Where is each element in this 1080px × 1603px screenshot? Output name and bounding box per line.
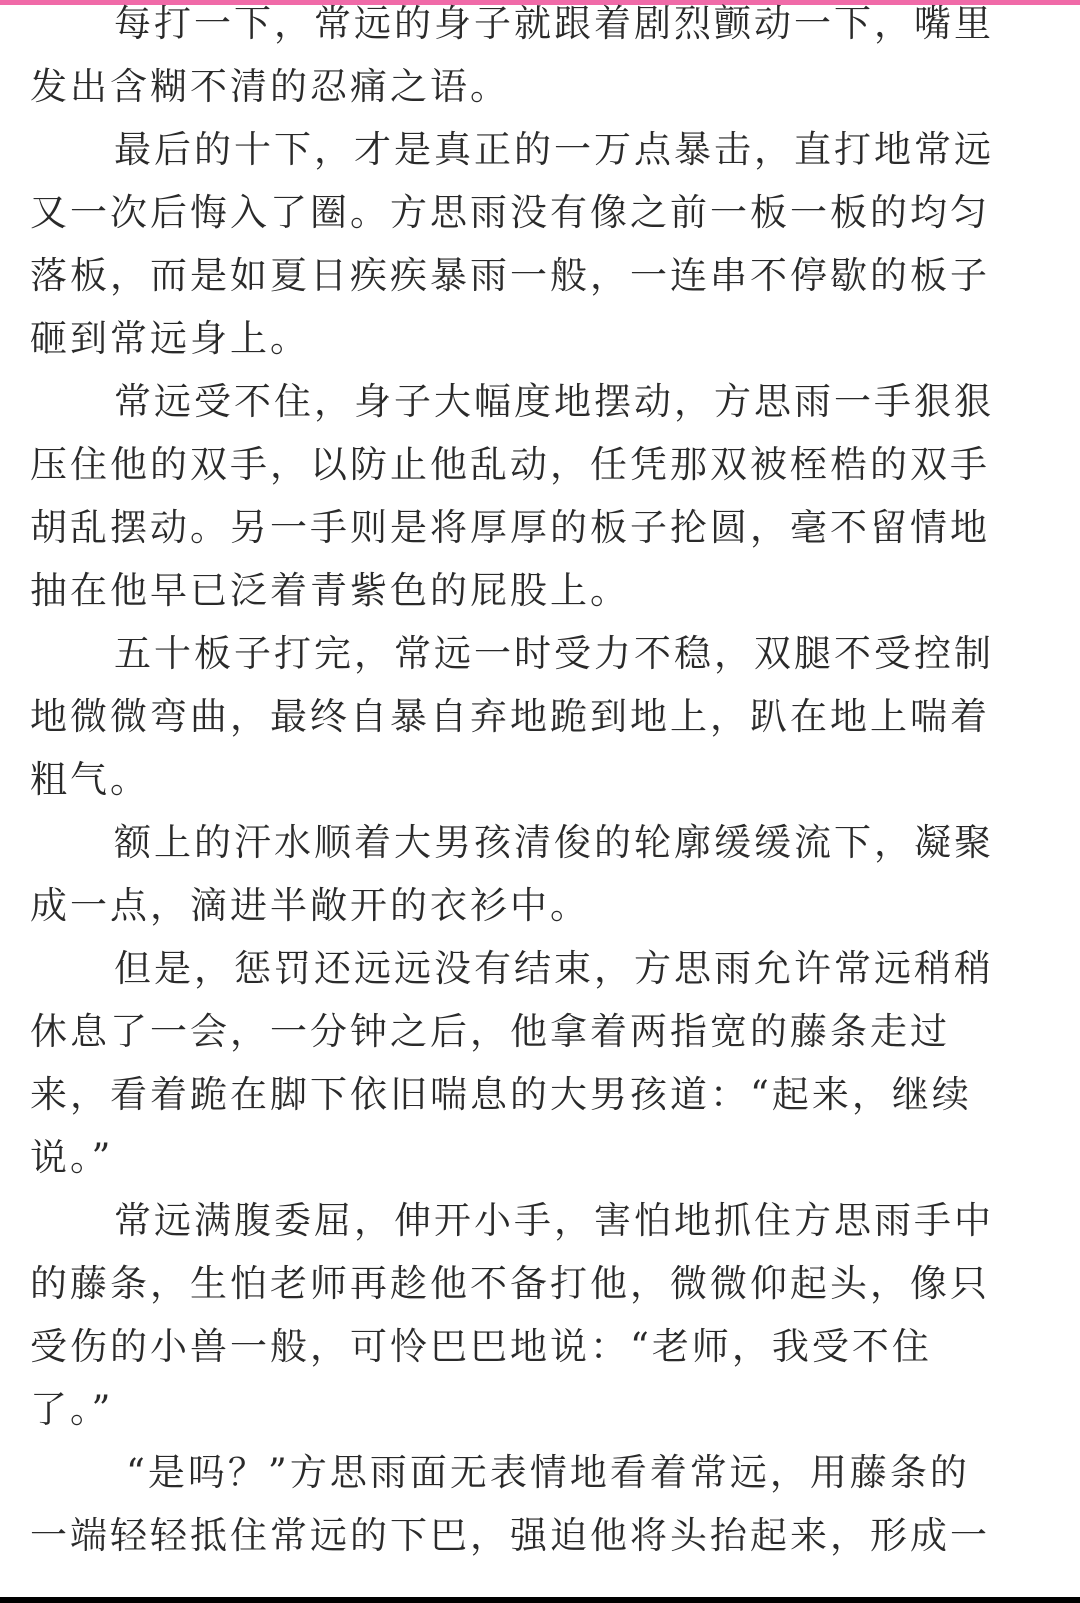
text-line: 常远受不住，身子大幅度地摆动，方思雨一手狠狠 [114, 380, 994, 423]
text-line: 休息了一会，一分钟之后，他拿着两指宽的藤条走过 [30, 1010, 950, 1053]
text-line: 压住他的双手，以防止他乱动，任凭那双被桎梏的双手 [30, 443, 990, 486]
text-line: 抽在他早已泛着青紫色的屁股上。 [30, 569, 630, 612]
text-line: 每打一下，常远的身子就跟着剧烈颤动一下，嘴里 [114, 2, 994, 45]
text-line: 发出含糊不清的忍痛之语。 [30, 65, 510, 108]
text-line: 地微微弯曲，最终自暴自弃地跪到地上，趴在地上喘着 [30, 695, 990, 738]
text-line: 常远满腹委屈，伸开小手，害怕地抓住方思雨手中 [114, 1199, 994, 1242]
text-line: “是吗？”方思雨面无表情地看着常远，用藤条的 [126, 1451, 970, 1494]
text-line: 落板，而是如夏日疾疾暴雨一般，一连串不停歇的板子 [30, 254, 990, 297]
text-line: 成一点，滴进半敞开的衣衫中。 [30, 884, 590, 927]
text-line: 说。” [30, 1136, 114, 1179]
text-line: 粗气。 [30, 758, 150, 801]
text-line: 额上的汗水顺着大男孩清俊的轮廓缓缓流下，凝聚 [114, 821, 994, 864]
text-line: 五十板子打完，常远一时受力不稳，双腿不受控制 [114, 632, 994, 675]
text-line: 来，看着跪在脚下依旧喘息的大男孩道：“起来，继续 [30, 1073, 972, 1116]
text-line: 又一次后悔入了圈。方思雨没有像之前一板一板的均匀 [30, 191, 990, 234]
text-line: 胡乱摆动。另一手则是将厚厚的板子抡圆，毫不留情地 [30, 506, 990, 549]
text-line: 了。” [30, 1388, 114, 1431]
text-line: 最后的十下，才是真正的一万点暴击，直打地常远 [114, 128, 994, 171]
text-line: 砸到常远身上。 [30, 317, 310, 360]
text-line: 但是，惩罚还远远没有结束，方思雨允许常远稍稍 [114, 947, 994, 990]
bottom-edge-bar [0, 1597, 1080, 1603]
reading-content[interactable] [30, 0, 1040, 1567]
text-line: 的藤条，生怕老师再趁他不备打他，微微仰起头，像只 [30, 1262, 990, 1305]
text-line: 受伤的小兽一般，可怜巴巴地说：“老师，我受不住 [30, 1325, 932, 1368]
text-line: 一端轻轻抵住常远的下巴，强迫他将头抬起来，形成一 [30, 1514, 990, 1557]
